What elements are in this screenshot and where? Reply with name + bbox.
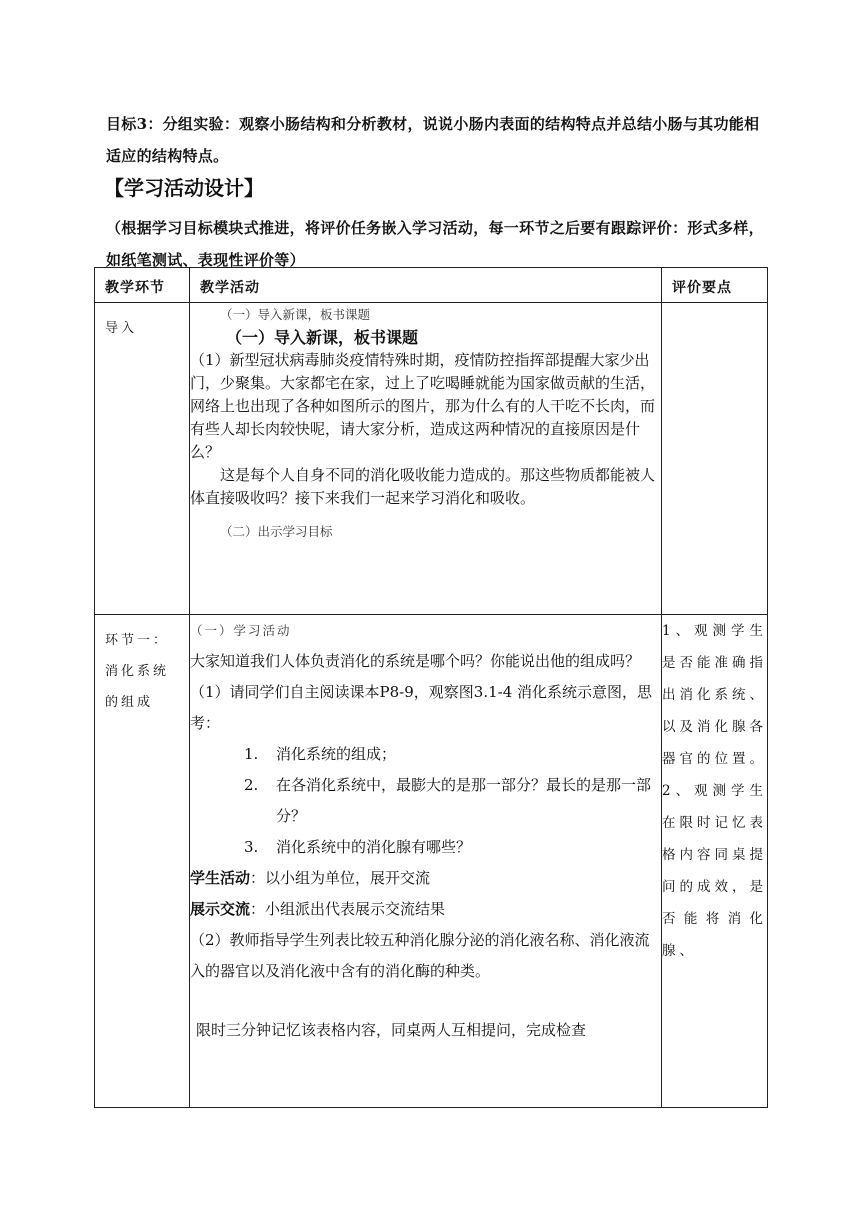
section-note: （根据学习目标模块式推进，将评价任务嵌入学习活动，每一环节之后要有跟踪评价：形式多样，如纸笔测试、表现性评价等） [106, 219, 764, 269]
table-header-row [95, 268, 768, 303]
show-exchange: 展示交流：小组派出代表展示交流结果 [190, 900, 446, 918]
header-stage: 教学环节 [95, 268, 190, 303]
link1-sub1: （一）学习活动 [190, 623, 292, 638]
eval-link1: 1、观测学生是否能准确指出消化系统、以及消化腺各器官的位置。2、观测学生在限时记忆表格内容同桌提问的成效，是否能将消化腺、 [662, 615, 768, 1108]
header-activity: 教学活动 [190, 268, 662, 303]
activity-table [94, 267, 768, 1108]
goal-3: 目标3：分组实验：观察小肠结构和分析教材，说说小肠内表面的结构特点并总结小肠与其功能相适应的结构特点。 [106, 115, 760, 165]
activity-link1 [190, 615, 662, 1108]
section-title: 【学习活动设计】 [104, 176, 264, 200]
intro-sub1: （一）导入新课，板书课题 [220, 307, 371, 322]
list-item: 1. 消化系统的组成； [244, 745, 397, 763]
link1-task1: （1）请同学们自主阅读课本P8-9，观察图3.1-4 消化系统示意图，思考： [190, 683, 653, 732]
table-row-intro [95, 303, 768, 615]
intro-para2: 这是每个人自身不同的消化吸收能力造成的。那这些物质都能被人体直接吸收吗？接下来我们一起来学习消化和吸收。 [190, 466, 656, 507]
link1-question: 大家知道我们人体负责消化的系统是哪个吗？你能说出他的组成吗？ [190, 652, 641, 670]
stage-link1: 环节一：消化系统的组成 [95, 615, 190, 1108]
link1-task2: （2）教师指导学生列表比较五种消化腺分泌的消化液名称、消化液流入的器官以及消化液中含有的消化酶的种类。 [190, 931, 650, 980]
table-row-link1 [95, 615, 768, 1108]
activity-intro [190, 303, 662, 615]
list-item: 3. 消化系统中的消化腺有哪些？ [244, 838, 472, 856]
intro-sub2: （二）出示学习目标 [220, 524, 333, 539]
intro-sub1-bold: （一）导入新课，板书课题 [226, 328, 419, 347]
stage-intro: 导入 [95, 303, 190, 615]
student-activity: 学生活动：以小组为单位，展开交流 [190, 869, 431, 887]
list-item: 2. 在各消化系统中，最膨大的是那一部分？最长的是那一部分？ [244, 776, 652, 825]
intro-para1: （1）新型冠状病毒肺炎疫情特殊时期，疫情防控指挥部提醒大家少出门，少聚集。大家都宅在家，过上了吃喝睡就能为国家做贡献的生活，网络上也出现了各种如图所示的图片，那为什么有的人干吃不长肉，而有些人却长肉较快呢，请大家分析，造成这两种情况的直接原因是什么？ [190, 351, 656, 461]
header-eval: 评价要点 [662, 268, 768, 303]
link1-task3: 限时三分钟记忆该表格内容，同桌两人互相提问，完成检查 [196, 1021, 587, 1039]
eval-intro [662, 303, 768, 615]
